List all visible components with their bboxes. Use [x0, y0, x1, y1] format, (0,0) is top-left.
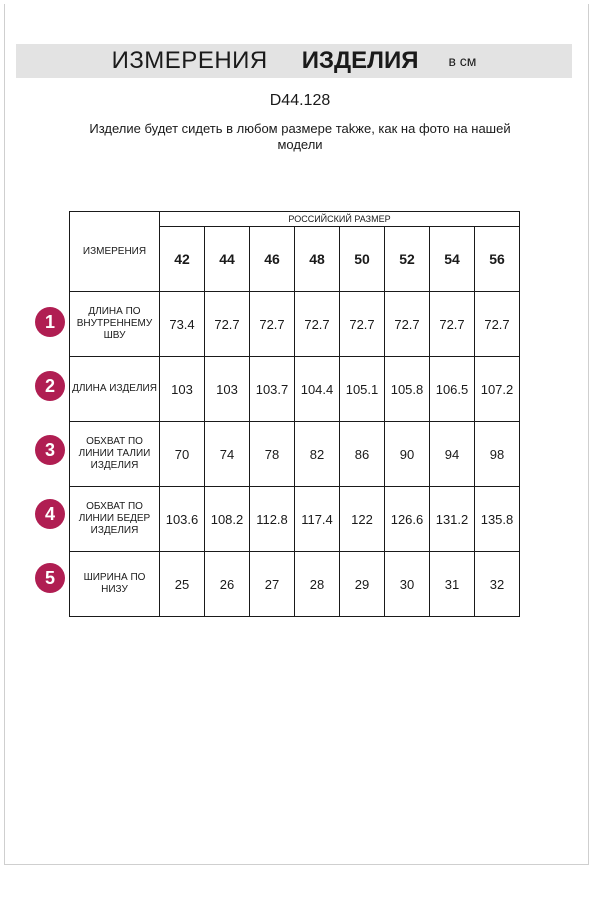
value-cell: 72.7 — [475, 292, 520, 357]
value-cell: 27 — [250, 552, 295, 617]
size-cell: 54 — [430, 227, 475, 292]
value-cell: 32 — [475, 552, 520, 617]
size-header: РОССИЙСКИЙ РАЗМЕР — [160, 212, 520, 227]
value-cell: 106.5 — [430, 357, 475, 422]
table-row — [70, 552, 520, 617]
size-cell: 44 — [205, 227, 250, 292]
header-unit: в см — [448, 53, 477, 69]
size-cell: 46 — [250, 227, 295, 292]
row-number-badge: 2 — [35, 371, 65, 401]
fit-note: Изделие будет сидеть в любом размере таkже, как на фото на нашей модели — [89, 121, 511, 152]
header-title-bold: ИЗДЕЛИЯ — [301, 47, 419, 74]
value-cell: 25 — [160, 552, 205, 617]
size-cell: 42 — [160, 227, 205, 292]
size-table — [69, 211, 520, 617]
value-cell: 29 — [340, 552, 385, 617]
size-cell: 50 — [340, 227, 385, 292]
value-cell: 72.7 — [385, 292, 430, 357]
value-cell: 70 — [160, 422, 205, 487]
size-cell: 56 — [475, 227, 520, 292]
value-cell: 135.8 — [475, 487, 520, 552]
table-row — [70, 292, 520, 357]
row-label: ДЛИНА ПО ВНУТРЕННЕМУ ШВУ — [70, 292, 160, 357]
row-number-badge: 4 — [35, 499, 65, 529]
value-cell: 72.7 — [430, 292, 475, 357]
row-number-badge: 1 — [35, 307, 65, 337]
value-cell: 30 — [385, 552, 430, 617]
value-cell: 31 — [430, 552, 475, 617]
size-cell: 52 — [385, 227, 430, 292]
value-cell: 72.7 — [295, 292, 340, 357]
value-cell: 103.6 — [160, 487, 205, 552]
value-cell: 131.2 — [430, 487, 475, 552]
row-label: ОБХВАТ ПО ЛИНИИ ТАЛИИ ИЗДЕЛИЯ — [70, 422, 160, 487]
value-cell: 72.7 — [205, 292, 250, 357]
value-cell: 104.4 — [295, 357, 340, 422]
size-cell: 48 — [295, 227, 340, 292]
value-cell: 28 — [295, 552, 340, 617]
measure-header: ИЗМЕРЕНИЯ — [70, 212, 160, 292]
value-cell: 107.2 — [475, 357, 520, 422]
value-cell: 72.7 — [340, 292, 385, 357]
row-number-badge: 3 — [35, 435, 65, 465]
value-cell: 98 — [475, 422, 520, 487]
value-cell: 105.8 — [385, 357, 430, 422]
value-cell: 90 — [385, 422, 430, 487]
value-cell: 126.6 — [385, 487, 430, 552]
size-header-row — [70, 212, 520, 227]
value-cell: 82 — [295, 422, 340, 487]
value-cell: 117.4 — [295, 487, 340, 552]
page-header — [16, 44, 572, 78]
value-cell: 103 — [160, 357, 205, 422]
row-label: ДЛИНА ИЗДЕЛИЯ — [70, 357, 160, 422]
table-row — [70, 357, 520, 422]
value-cell: 74 — [205, 422, 250, 487]
value-cell: 103.7 — [250, 357, 295, 422]
table-row — [70, 487, 520, 552]
value-cell: 94 — [430, 422, 475, 487]
value-cell: 78 — [250, 422, 295, 487]
row-number-badge: 5 — [35, 563, 65, 593]
value-cell: 73.4 — [160, 292, 205, 357]
value-cell: 105.1 — [340, 357, 385, 422]
row-label: ОБХВАТ ПО ЛИНИИ БЕДЕР ИЗДЕЛИЯ — [70, 487, 160, 552]
product-code: D44.128 — [269, 92, 331, 109]
value-cell: 86 — [340, 422, 385, 487]
value-cell: 122 — [340, 487, 385, 552]
row-label: ШИРИНА ПО НИЗУ — [70, 552, 160, 617]
table-row — [70, 422, 520, 487]
header-title-light: ИЗМЕРЕНИЯ — [111, 47, 268, 74]
value-cell: 26 — [205, 552, 250, 617]
value-cell: 112.8 — [250, 487, 295, 552]
value-cell: 108.2 — [205, 487, 250, 552]
value-cell: 103 — [205, 357, 250, 422]
value-cell: 72.7 — [250, 292, 295, 357]
